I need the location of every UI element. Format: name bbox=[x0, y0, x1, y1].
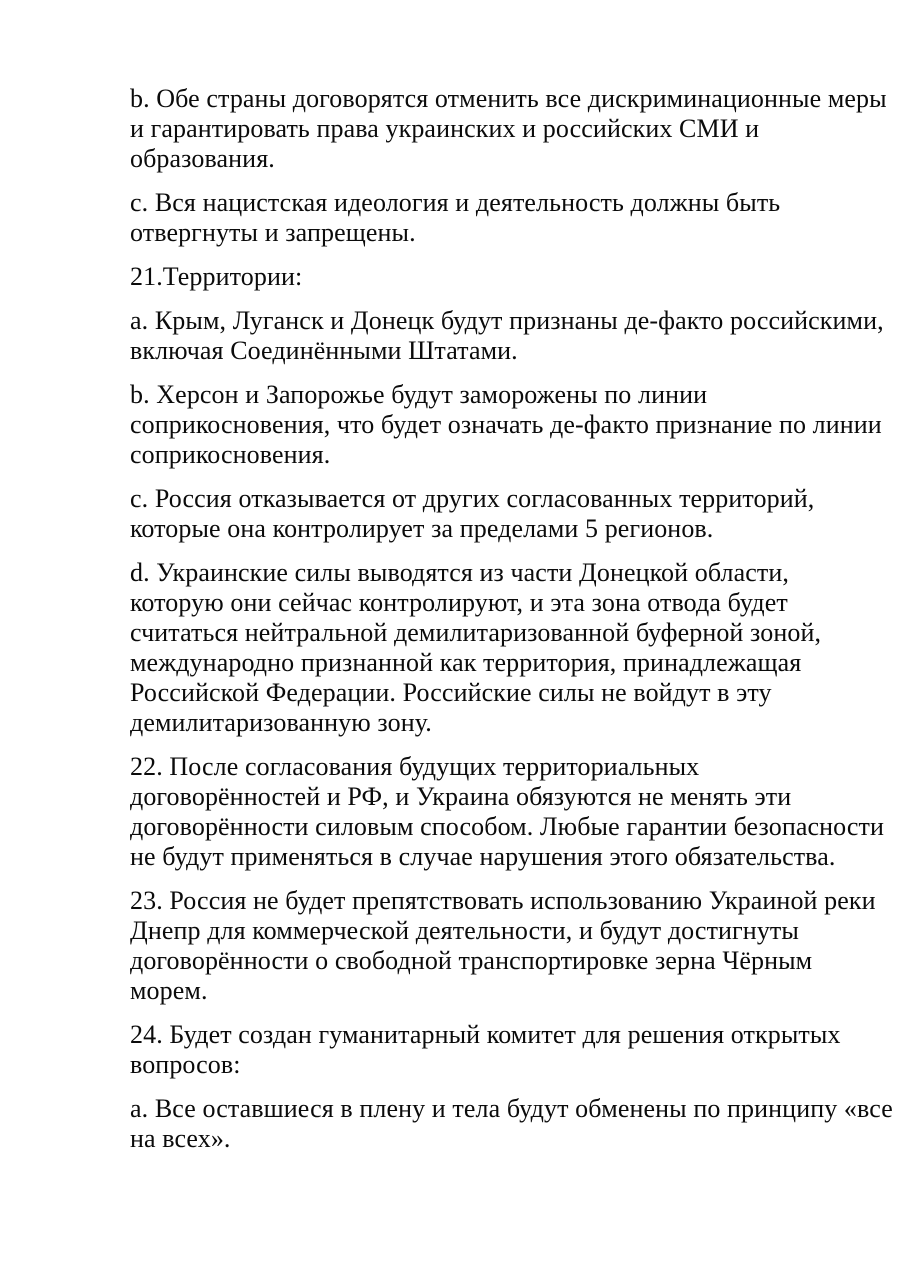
text-line: b. Обе страны договорятся отменить все дискриминационные меры bbox=[130, 84, 887, 113]
text-line: договорённости о свободной транспортировке зерна Чёрным bbox=[130, 946, 813, 975]
text-line: a. Крым, Луганск и Донецк будут признаны де-факто российскими, bbox=[130, 306, 884, 335]
text-line: 22. После согласования будущих территориальных bbox=[130, 752, 700, 781]
text-line: которую они сейчас контролируют, и эта зона отвода будет bbox=[130, 588, 788, 617]
text-line: 24. Будет создан гуманитарный комитет для решения открытых bbox=[130, 1020, 841, 1049]
text-line: отвергнуты и запрещены. bbox=[130, 218, 416, 247]
text-line: считаться нейтральной демилитаризованной буферной зоной, bbox=[130, 618, 822, 647]
text-line: 21.Территории: bbox=[130, 262, 303, 291]
paragraph bbox=[130, 380, 882, 470]
text-line: включая Соединёнными Штатами. bbox=[130, 336, 518, 365]
text-line: соприкосновения, что будет означать де-факто признание по линии bbox=[130, 410, 882, 439]
text-line: не будут применяться в случае нарушения этого обязательства. bbox=[130, 842, 836, 871]
document-text bbox=[130, 84, 893, 1154]
text-line: c. Вся нацистская идеология и деятельность должны быть bbox=[130, 188, 781, 217]
paragraph bbox=[130, 84, 887, 174]
text-line: демилитаризованную зону. bbox=[130, 708, 432, 737]
text-line: вопросов: bbox=[130, 1050, 241, 1079]
paragraph bbox=[130, 262, 842, 292]
text-line: b. Херсон и Запорожье будут заморожены по линии bbox=[130, 380, 708, 409]
paragraph bbox=[130, 484, 842, 544]
text-line: a. Все оставшиеся в плену и тела будут обменены по принципу «все bbox=[130, 1094, 893, 1123]
paragraph bbox=[130, 886, 876, 1006]
text-line: которые она контролирует за пределами 5 регионов. bbox=[130, 514, 714, 543]
text-line: образования. bbox=[130, 144, 275, 173]
text-line: 23. Россия не будет препятствовать использованию Украиной реки bbox=[130, 886, 876, 915]
text-line: на всех». bbox=[130, 1124, 231, 1153]
text-line: морем. bbox=[130, 976, 208, 1005]
paragraph bbox=[130, 558, 842, 738]
text-line: d. Украинские силы выводятся из части Донецкой области, bbox=[130, 558, 789, 587]
paragraph bbox=[130, 306, 884, 366]
text-line: c. Россия отказывается от других согласованных территорий, bbox=[130, 484, 815, 513]
text-line: соприкосновения. bbox=[130, 440, 331, 469]
text-line: Днепр для коммерческой деятельности, и будут достигнуты bbox=[130, 916, 799, 945]
paragraph bbox=[130, 1094, 893, 1154]
text-line: Российской Федерации. Российские силы не войдут в эту bbox=[130, 678, 772, 707]
text-line: международно признанной как территория, принадлежащая bbox=[130, 648, 802, 677]
paragraph bbox=[130, 188, 842, 248]
paragraph bbox=[130, 752, 885, 872]
text-line: и гарантировать права украинских и российских СМИ и bbox=[130, 114, 760, 143]
paragraph bbox=[130, 1020, 842, 1080]
text-line: договорённости силовым способом. Любые гарантии безопасности bbox=[130, 812, 885, 841]
text-line: договорённостей и РФ, и Украина обязуются не менять эти bbox=[130, 782, 792, 811]
